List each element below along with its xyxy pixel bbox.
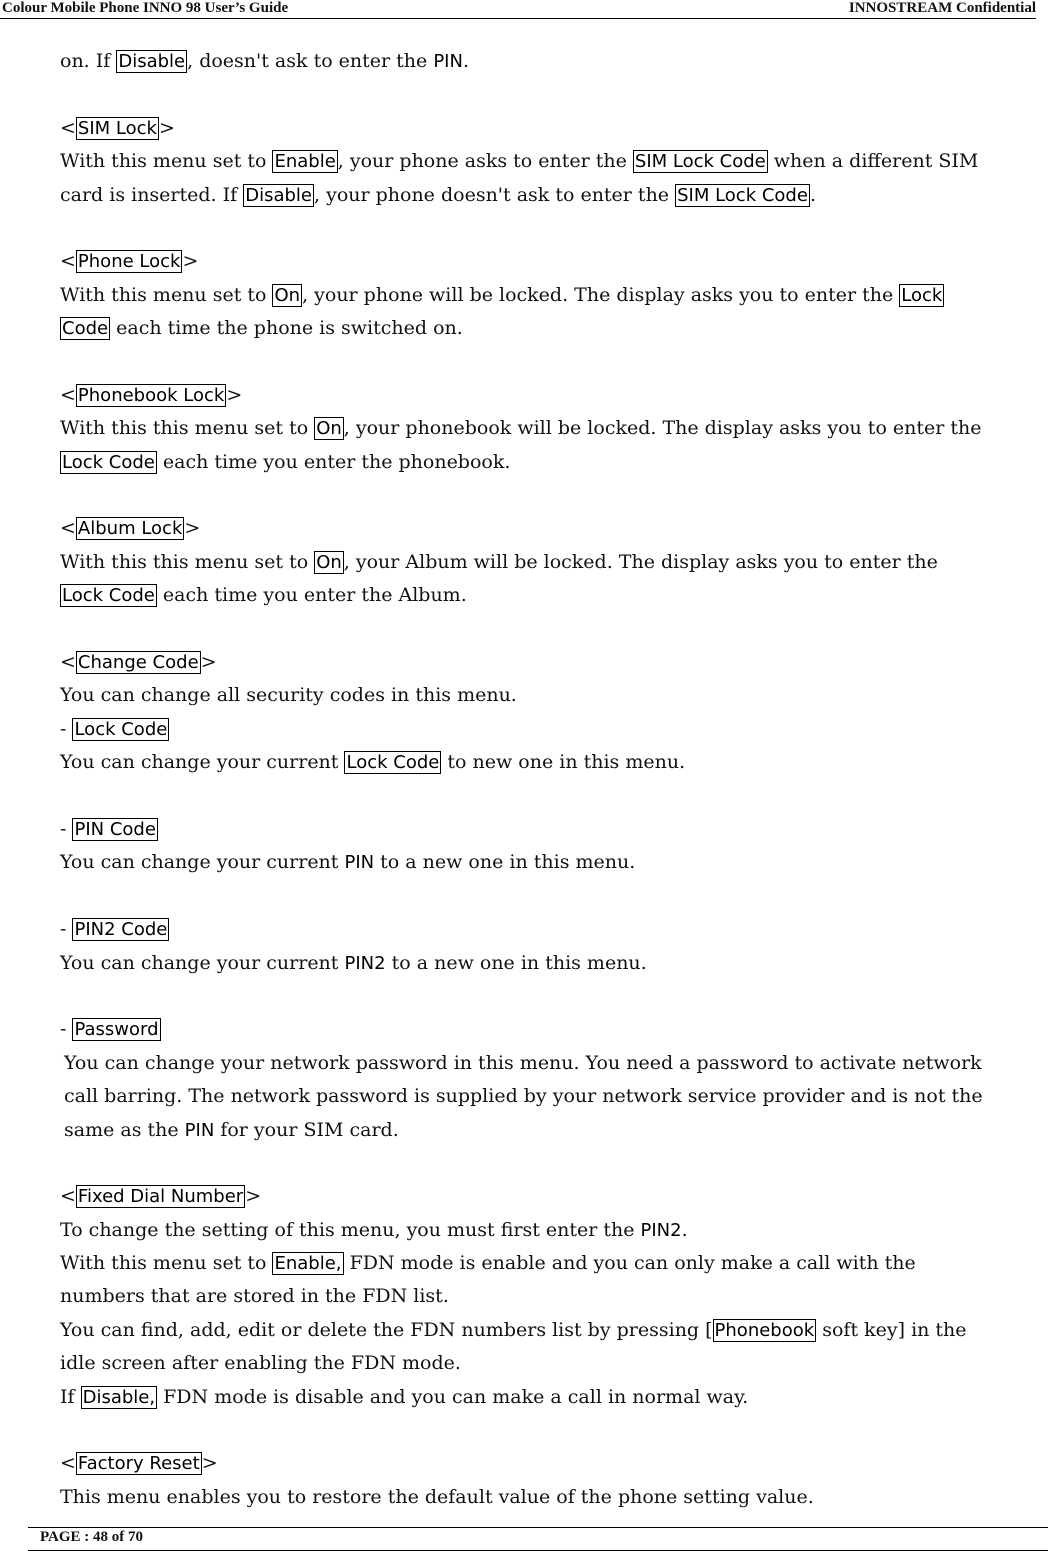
menu-title: Password (74, 1019, 159, 1041)
menu-option: Lock Code (62, 451, 155, 473)
text: You can find, add, edit or delete the FDN numbers list by pressing [ (60, 1318, 713, 1341)
dash: - (60, 717, 73, 740)
header-title: Colour Mobile Phone INNO 98 User’s Guide (2, 0, 289, 16)
menu-title: Change Code (77, 652, 199, 674)
paragraph: call barring. The network password is supplied by your network service provider and is not the (64, 1085, 983, 1108)
text: , your phone will be locked. The display asks you to enter the (302, 283, 900, 306)
header-confidential: INNOSTREAM Confidential (848, 0, 1036, 16)
text: < (60, 250, 76, 273)
section-heading-fixed-dial-number (60, 1180, 1040, 1213)
section-heading-sim-lock (60, 112, 1040, 145)
menu-option: Disable (118, 51, 186, 72)
text: > (226, 383, 243, 406)
menu-title: Lock Code (74, 718, 168, 740)
menu-option: Lock Code (346, 752, 440, 774)
menu-title: Phonebook Lock (77, 384, 225, 406)
paragraph: This menu enables you to restore the default value of the phone setting value. (60, 1485, 814, 1508)
menu-title: Album Lock (77, 518, 183, 540)
paragraph (60, 446, 1040, 479)
menu-option: On (316, 418, 342, 440)
paragraph (60, 579, 1040, 612)
menu-option: Lock (901, 284, 943, 306)
text: To change the setting of this menu, you must first enter the (60, 1218, 641, 1241)
subheading-pin-code (60, 813, 1040, 846)
paragraph (60, 312, 1040, 345)
text: > (158, 116, 175, 139)
text: same as the (64, 1118, 185, 1141)
text: . (809, 183, 816, 206)
text: on. If (60, 50, 117, 72)
keyword: PIN (433, 51, 463, 72)
text: . (462, 50, 470, 72)
text: each time you enter the phonebook. (156, 450, 511, 473)
section-heading-phone-lock (60, 245, 1040, 278)
text: to new one in this menu. (441, 751, 686, 774)
text: With this menu set to (60, 283, 273, 306)
keyword: PIN (344, 852, 375, 874)
text: < (60, 651, 76, 674)
paragraph: idle screen after enabling the FDN mode. (60, 1352, 461, 1375)
subheading-lock-code (60, 713, 1040, 746)
text: With this this menu set to (60, 550, 315, 573)
menu-option: On (316, 551, 342, 573)
menu-option: SIM Lock Code (634, 151, 766, 173)
menu-option: Phonebook (714, 1319, 815, 1341)
text: each time the phone is switched on. (110, 317, 463, 340)
paragraph (60, 1114, 1040, 1147)
text: , your phonebook will be locked. The display asks you to enter the (343, 417, 982, 440)
text: , your phone asks to enter the (337, 150, 633, 173)
section-heading-album-lock (60, 512, 1040, 545)
section-heading-factory-reset (60, 1447, 1040, 1480)
menu-option: Enable (274, 151, 336, 173)
text: With this this menu set to (60, 417, 315, 440)
menu-option: Code (62, 318, 109, 340)
text: to a new one in this menu. (385, 951, 647, 974)
paragraph (60, 846, 1040, 879)
menu-title: PIN2 Code (74, 919, 168, 941)
paragraph (60, 546, 1040, 579)
menu-option: Disable, (82, 1386, 156, 1408)
menu-title: Phone Lock (77, 251, 181, 273)
text: , your phone doesn't ask to enter the (314, 183, 676, 206)
text: when a different SIM (767, 150, 979, 173)
text: With this menu set to (60, 150, 273, 173)
paragraph (60, 179, 1040, 212)
text: for your SIM card. (214, 1118, 399, 1141)
paragraph (60, 746, 1040, 779)
subheading-pin2-code (60, 913, 1040, 946)
menu-option: Enable, (274, 1253, 342, 1275)
text: > (201, 1452, 218, 1475)
section-heading-change-code (60, 646, 1040, 679)
paragraph (60, 1381, 1040, 1414)
text: card is inserted. If (60, 183, 244, 206)
page-number: PAGE : 48 of 70 (40, 1529, 144, 1545)
paragraph (60, 145, 1040, 178)
paragraph (60, 45, 1040, 78)
paragraph: numbers that are stored in the FDN list. (60, 1285, 449, 1308)
text: > (182, 250, 199, 273)
keyword: PIN (184, 1119, 215, 1141)
paragraph: You can change your network password in this menu. You need a password to activate network (64, 1051, 982, 1074)
dash: - (60, 817, 73, 840)
paragraph (60, 412, 1040, 445)
menu-title: SIM Lock (77, 117, 157, 139)
page-footer (28, 1527, 1048, 1551)
dash: - (60, 1018, 73, 1041)
menu-option: Lock Code (62, 585, 155, 607)
subheading-password (60, 1013, 1040, 1046)
text: , your Album will be locked. The display asks you to enter the (343, 550, 938, 573)
text: soft key] in the (816, 1318, 967, 1341)
text: < (60, 517, 76, 540)
text: > (184, 517, 201, 540)
text: If (60, 1385, 81, 1408)
section-heading-phonebook-lock (60, 379, 1040, 412)
text: You can change your current (60, 951, 345, 974)
paragraph: You can change all security codes in this menu. (60, 684, 517, 707)
text: < (60, 116, 76, 139)
text: With this menu set to (60, 1252, 273, 1275)
text: each time you enter the Album. (156, 584, 467, 607)
paragraph (60, 1314, 1040, 1347)
text: FDN mode is disable and you can make a call in normal way. (157, 1385, 749, 1408)
text: < (60, 1452, 76, 1475)
keyword: PIN2 (640, 1219, 682, 1241)
text: You can change your current (60, 851, 345, 874)
page-header (0, 0, 1036, 19)
menu-option: Disable (245, 184, 312, 206)
text: < (60, 383, 76, 406)
paragraph (60, 947, 1040, 980)
menu-title: Fixed Dial Number (77, 1186, 244, 1208)
paragraph (60, 1214, 1040, 1247)
menu-title: PIN Code (74, 818, 156, 840)
menu-option: On (274, 284, 301, 306)
text: < (60, 1185, 76, 1208)
text: . (681, 1218, 688, 1241)
menu-title: Factory Reset (77, 1453, 200, 1475)
text: to a new one in this menu. (374, 851, 636, 874)
text: FDN mode is enable and you can only make a call with the (343, 1252, 916, 1275)
text: You can change your current (60, 751, 345, 774)
text: , doesn't ask to enter the (187, 50, 434, 72)
keyword: PIN2 (344, 952, 386, 974)
text: > (200, 651, 217, 674)
text: > (245, 1185, 262, 1208)
paragraph (60, 1247, 1040, 1280)
page-content (60, 45, 1040, 1514)
dash: - (60, 918, 73, 941)
paragraph (60, 279, 1040, 312)
menu-option: SIM Lock Code (677, 184, 808, 206)
